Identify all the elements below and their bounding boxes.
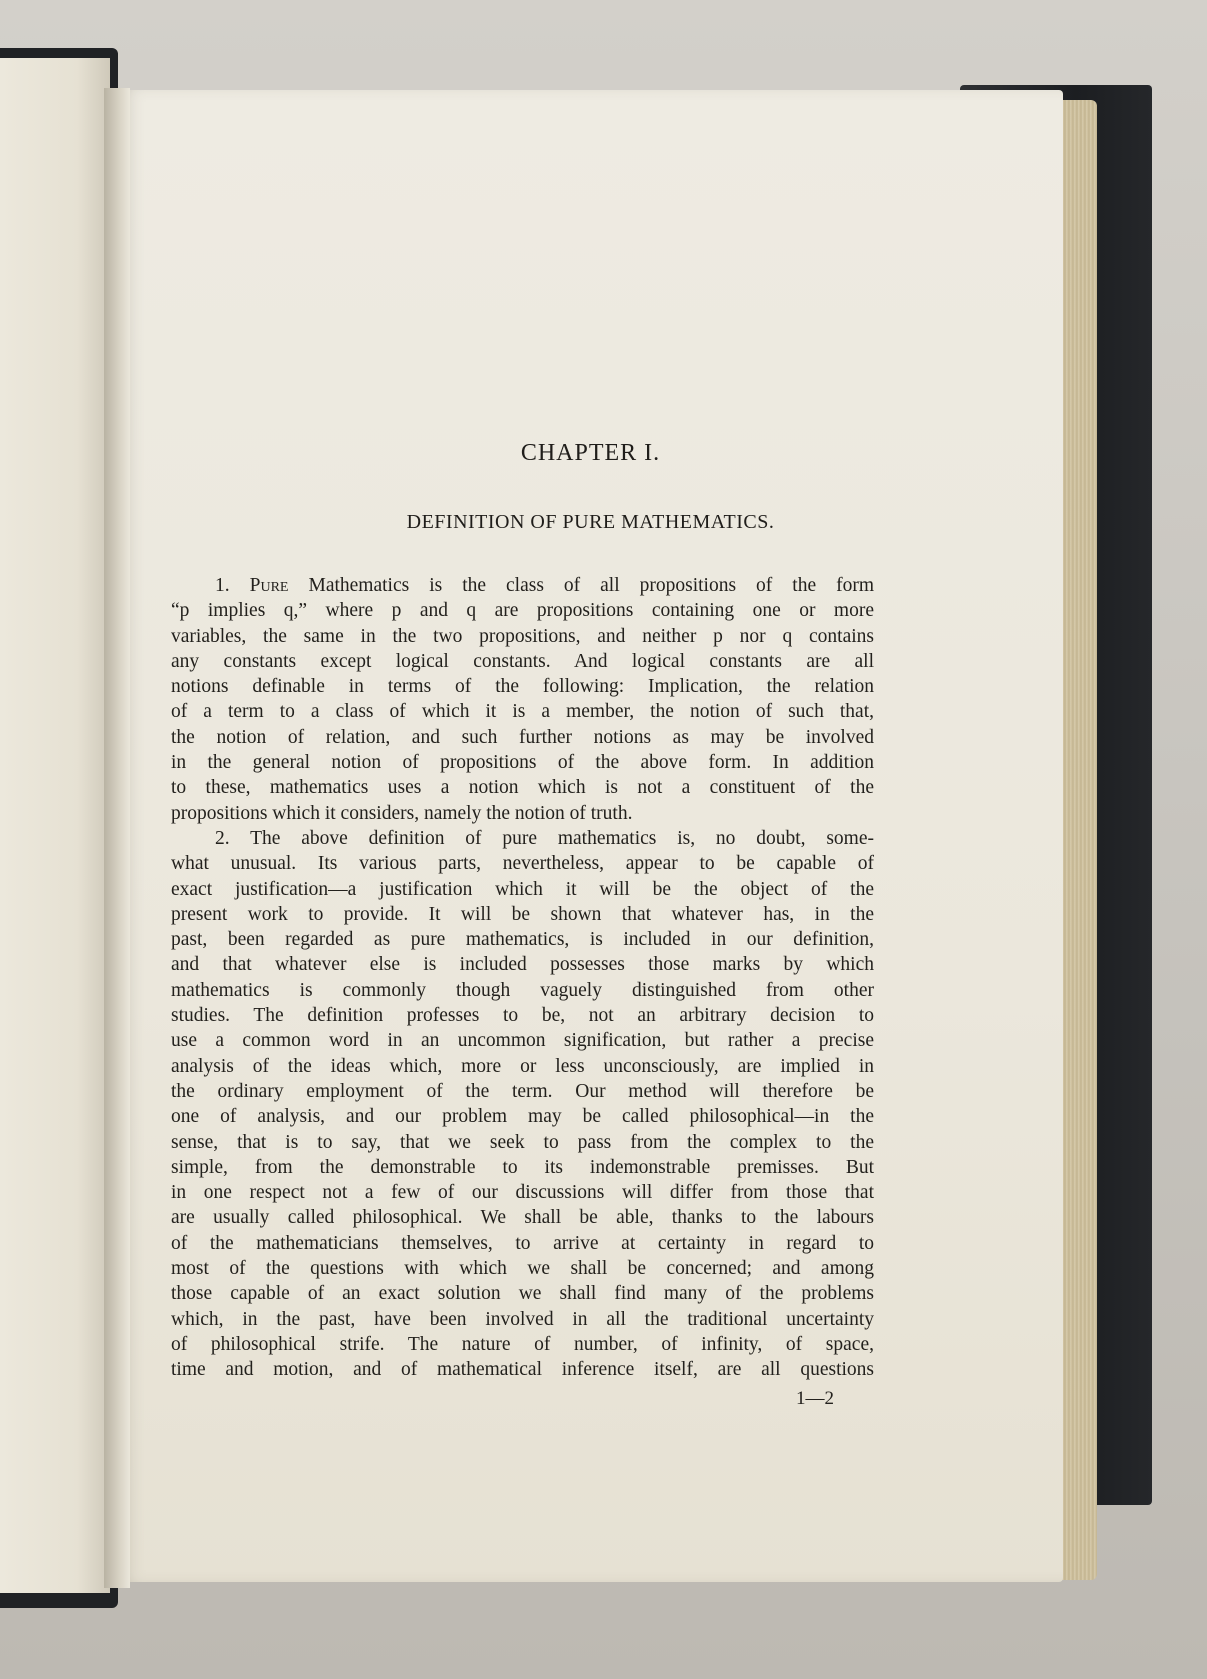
chapter-title: CHAPTER I. bbox=[520, 440, 661, 466]
paragraph-2-line-15: in one respect not a few of our discussions will differ from those that bbox=[171, 1182, 874, 1204]
paragraph-2-line-20: which, in the past, have been involved in all the traditional uncertainty bbox=[171, 1308, 874, 1330]
paragraph-2-line-11: the ordinary employment of the term. Our method will therefore be bbox=[171, 1080, 874, 1102]
paragraph-2-line-12: one of analysis, and our problem may be called philosophical—in the bbox=[171, 1106, 874, 1128]
paragraph-2-line-3: exact justification—a justification which it will be the object of the bbox=[171, 878, 874, 900]
paragraph-2-line-10: analysis of the ideas which, more or less unconsciously, are implied in bbox=[171, 1055, 874, 1077]
body-text bbox=[171, 573, 874, 1383]
paragraph-2-line-19: those capable of an exact solution we shall find many of the problems bbox=[171, 1283, 874, 1305]
paragraph-1-line-1: 1. Pure Mathematics is the class of all propositions of the form bbox=[215, 575, 875, 596]
paragraph-2-line-13: sense, that is to say, that we seek to pass from the complex to the bbox=[171, 1131, 874, 1153]
paragraph-2-line-5: past, been regarded as pure mathematics, is included in our definition, bbox=[171, 929, 874, 951]
paragraph-1-line-5: notions definable in terms of the following: Implication, the relation bbox=[171, 676, 874, 698]
signature-mark: 1—2 bbox=[796, 1388, 834, 1409]
paragraph-2-line-16: are usually called philosophical. We shall be able, thanks to the labours bbox=[171, 1207, 874, 1229]
paragraph-1-line-3: variables, the same in the two propositions, and neither p nor q contains bbox=[171, 625, 874, 647]
section-lead-word: Pure bbox=[249, 575, 289, 596]
paragraph-1-line-10: propositions which it considers, namely the notion of truth. bbox=[171, 802, 633, 824]
book-gutter bbox=[104, 88, 130, 1588]
paragraph-2-line-8: studies. The definition professes to be, not an arbitrary decision to bbox=[171, 1005, 874, 1027]
section-number-2: 2. bbox=[215, 827, 230, 849]
paragraph-1-line-4: any constants except logical constants. And logical constants are all bbox=[171, 650, 874, 672]
paragraph-1-line-9: to these, mathematics uses a notion which is not a constituent of the bbox=[171, 777, 874, 799]
paragraph-2-line-1: 2. The above definition of pure mathematics is, no doubt, some- bbox=[215, 827, 874, 849]
paragraph-2-line-9: use a common word in an uncommon signification, but rather a precise bbox=[171, 1030, 874, 1052]
paragraph-2-line-4: present work to provide. It will be shown that whatever has, in the bbox=[171, 903, 874, 925]
paragraph-1-line-6: of a term to a class of which it is a member, the notion of such that, bbox=[171, 701, 874, 723]
paragraph-2-line-18: most of the questions with which we shall be concerned; and among bbox=[171, 1258, 874, 1280]
paragraph-2-line-14: simple, from the demonstrable to its indemonstrable premisses. But bbox=[171, 1156, 874, 1178]
paragraph-1-line-8: in the general notion of propositions of the above form. In addition bbox=[171, 752, 874, 774]
chapter-heading: DEFINITION OF PURE MATHEMATICS. bbox=[406, 511, 775, 533]
paragraph-2-line-6: and that whatever else is included possesses those marks by which bbox=[171, 954, 874, 976]
paragraph-1-line-2: “p implies q,” where p and q are propositions containing one or more bbox=[171, 600, 874, 622]
paragraph-2-line-2: what unusual. Its various parts, nevertheless, appear to be capable of bbox=[171, 853, 874, 875]
paragraph-2-line-21: of philosophical strife. The nature of number, of infinity, of space, bbox=[171, 1333, 874, 1355]
left-page bbox=[0, 58, 110, 1593]
section-number-1: 1. bbox=[215, 575, 230, 596]
paragraph-2-line-22: time and motion, and of mathematical inference itself, are all questions bbox=[171, 1359, 874, 1381]
paragraph-2-line-17: of the mathematicians themselves, to arrive at certainty in regard to bbox=[171, 1232, 874, 1254]
paragraph-1-line-7: the notion of relation, and such further notions as may be involved bbox=[171, 726, 874, 748]
paragraph-2-line-7: mathematics is commonly though vaguely distinguished from other bbox=[171, 979, 874, 1001]
